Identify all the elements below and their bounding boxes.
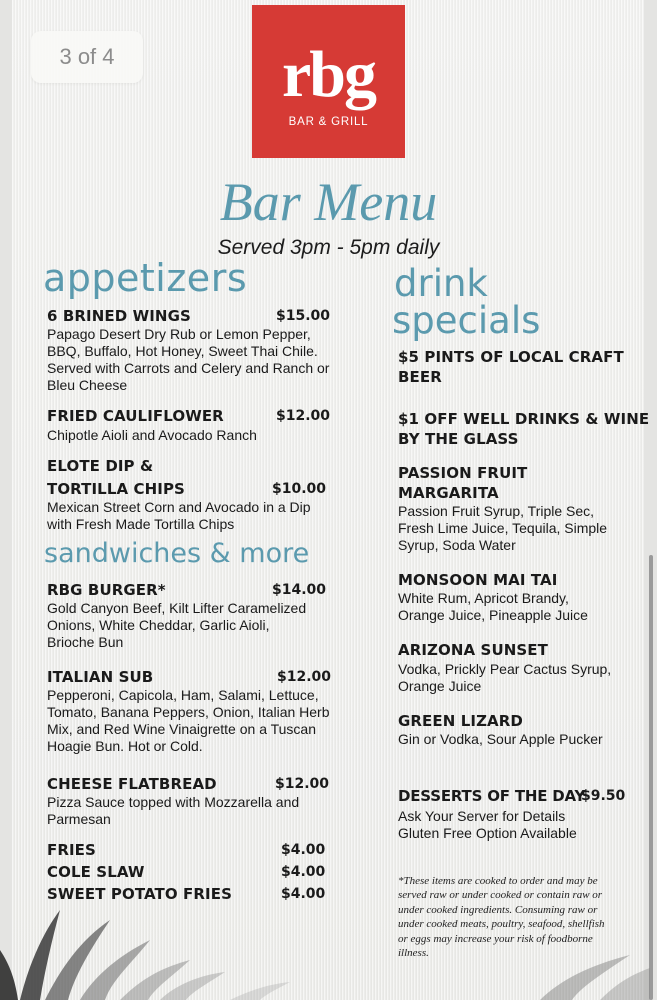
section-heading-appetizers: appetizers bbox=[43, 256, 248, 300]
drink-name: PASSION FRUIT bbox=[398, 464, 528, 482]
description-line: Parmesan bbox=[47, 811, 111, 827]
item-name: RBG BURGER* bbox=[47, 581, 166, 599]
scrollbar[interactable] bbox=[649, 555, 653, 1000]
description-line: Pizza Sauce topped with Mozzarella and bbox=[47, 794, 300, 810]
item-price: $12.00 bbox=[276, 408, 331, 424]
served-hours: Served 3pm - 5pm daily bbox=[217, 236, 440, 259]
description-line: Orange Juice, Pineapple Juice bbox=[398, 607, 588, 623]
item-price: $15.00 bbox=[276, 308, 331, 324]
logo-subtitle: BAR & GRILL bbox=[288, 116, 369, 128]
description-line: Papago Desert Dry Rub or Lemon Pepper, bbox=[47, 326, 311, 342]
item-name: ITALIAN SUB bbox=[47, 668, 154, 686]
drink-name: $5 PINTS OF LOCAL CRAFT bbox=[398, 348, 624, 366]
drink-name: $1 OFF WELL DRINKS & WINE bbox=[398, 410, 650, 428]
food-safety-disclaimer bbox=[398, 874, 630, 960]
drink-description bbox=[398, 590, 588, 624]
item-name: CHEESE FLATBREAD bbox=[47, 775, 217, 793]
item-name: TORTILLA CHIPS bbox=[47, 480, 185, 498]
disclaimer-line: under cooked meats, poultry, seafood, shellfish bbox=[398, 918, 605, 931]
description-line: Pepperoni, Capicola, Ham, Salami, Lettuce, bbox=[47, 687, 319, 703]
side-price: $4.00 bbox=[281, 864, 326, 880]
item-name: ELOTE DIP & bbox=[47, 457, 154, 475]
drink-name: BY THE GLASS bbox=[398, 430, 519, 448]
side-name: FRIES bbox=[47, 841, 96, 859]
description-line: Passion Fruit Syrup, Triple Sec, bbox=[398, 503, 595, 519]
page-indicator bbox=[31, 31, 143, 83]
item-description bbox=[47, 499, 311, 533]
description-line: Mexican Street Corn and Avocado in a Dip bbox=[47, 499, 311, 515]
description-line: Mix, and Red Wine Vinaigrette on a Tuscan bbox=[47, 721, 317, 737]
side-name: SWEET POTATO FRIES bbox=[47, 885, 232, 903]
dessert-price: $9.50 bbox=[581, 788, 626, 804]
description-line: Bleu Cheese bbox=[47, 377, 128, 393]
description-line: Syrup, Soda Water bbox=[398, 537, 516, 553]
drink-name: ARIZONA SUNSET bbox=[398, 641, 548, 659]
description-line: with Fresh Made Tortilla Chips bbox=[47, 516, 235, 532]
side-price: $4.00 bbox=[281, 886, 326, 902]
rbg-logo bbox=[252, 5, 405, 158]
disclaimer-line: illness. bbox=[398, 947, 429, 960]
drink-name: GREEN LIZARD bbox=[398, 712, 523, 730]
item-price: $14.00 bbox=[272, 582, 327, 598]
description-line: Chipotle Aioli and Avocado Ranch bbox=[47, 427, 257, 443]
section-heading-specials: specials bbox=[392, 299, 541, 342]
dessert-description bbox=[398, 808, 577, 842]
menu-title: Bar Menu bbox=[219, 172, 438, 232]
item-price: $12.00 bbox=[275, 776, 330, 792]
section-heading-sandwiches: sandwiches & more bbox=[44, 538, 310, 569]
description-line: Vodka, Prickly Pear Cactus Syrup, bbox=[398, 661, 612, 677]
item-price: $12.00 bbox=[277, 669, 332, 685]
disclaimer-line: *These items are cooked to order and may be bbox=[398, 875, 598, 887]
item-price: $10.00 bbox=[272, 481, 327, 497]
description-line: Gluten Free Option Available bbox=[398, 825, 577, 841]
description-line: Gin or Vodka, Sour Apple Pucker bbox=[398, 731, 603, 747]
item-description bbox=[47, 427, 257, 444]
dessert-name: DESSERTS OF THE DAY bbox=[398, 787, 586, 805]
item-description bbox=[47, 600, 306, 651]
disclaimer-line: served raw or under cooked or contain raw or bbox=[398, 889, 603, 902]
drink-name: MARGARITA bbox=[398, 484, 499, 502]
drink-description bbox=[398, 503, 607, 554]
drink-description bbox=[398, 731, 603, 748]
description-line: Onions, White Cheddar, Garlic Aioli, bbox=[47, 617, 270, 633]
item-name: FRIED CAULIFLOWER bbox=[47, 407, 224, 425]
description-line: BBQ, Buffalo, Hot Honey, Sweet Thai Chile. bbox=[47, 343, 318, 359]
item-description bbox=[47, 326, 329, 394]
drink-name: MONSOON MAI TAI bbox=[398, 571, 558, 589]
description-line: Served with Carrots and Celery and Ranch or bbox=[47, 360, 330, 376]
description-line: Tomato, Banana Peppers, Onion, Italian Herb bbox=[47, 704, 330, 720]
description-line: White Rum, Apricot Brandy, bbox=[398, 590, 569, 606]
side-name: COLE SLAW bbox=[47, 863, 145, 881]
item-name: 6 BRINED WINGS bbox=[47, 307, 191, 325]
logo-mark: rbg bbox=[282, 38, 375, 111]
page-indicator-label: 3 of 4 bbox=[59, 44, 115, 69]
disclaimer-line: under cooked ingredients. Consuming raw or bbox=[398, 903, 598, 916]
disclaimer-line: or eggs may increase your risk of foodborne bbox=[398, 932, 593, 945]
description-line: Ask Your Server for Details bbox=[398, 808, 566, 824]
description-line: Fresh Lime Juice, Tequila, Simple bbox=[398, 520, 608, 536]
viewer-edge-left bbox=[0, 0, 12, 1000]
description-line: Gold Canyon Beef, Kilt Lifter Caramelized bbox=[47, 600, 307, 616]
side-price: $4.00 bbox=[281, 842, 326, 858]
description-line: Brioche Bun bbox=[47, 634, 124, 650]
drink-description bbox=[398, 661, 611, 695]
drink-name: BEER bbox=[398, 368, 442, 386]
description-line: Orange Juice bbox=[398, 678, 482, 694]
description-line: Hoagie Bun. Hot or Cold. bbox=[47, 738, 203, 754]
item-description bbox=[47, 794, 299, 828]
item-description bbox=[47, 687, 330, 755]
section-heading-drink: drink bbox=[394, 262, 488, 305]
